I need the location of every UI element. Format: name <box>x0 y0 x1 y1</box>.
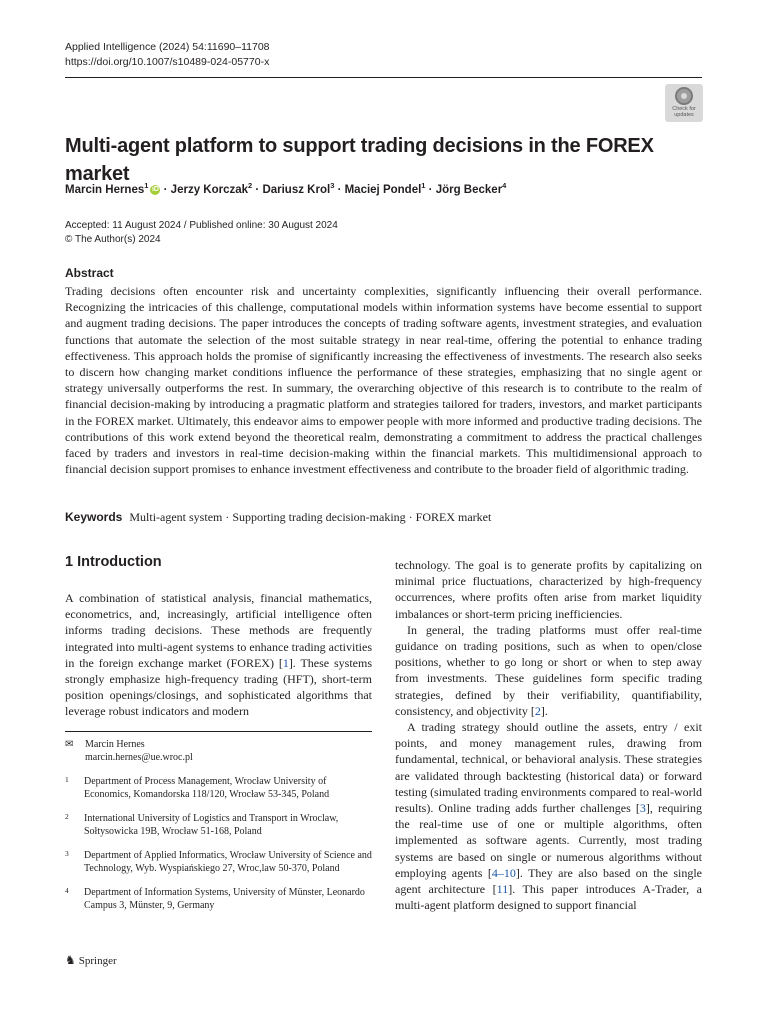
affiliation: 4 Department of Information Systems, University of Münster, Leonardo Campus 3, Münster, 9, Germany <box>65 886 365 911</box>
author-name[interactable]: Dariusz Krol <box>262 183 331 196</box>
section-heading: 1 Introduction <box>65 554 162 570</box>
affiliation: 2 International University of Logistics and Transport in Wroclaw, Sołtysowicka 19B, Wrocław 51-168, Poland <box>65 812 339 837</box>
footnotes <box>65 738 372 912</box>
keywords-text: Multi-agent system · Supporting trading decision-making · FOREX market <box>129 510 492 524</box>
affiliation: 1 Department of Process Management, Wrocław University of Economics, Komandorska 118/120, Wrocław 53-345, Poland <box>65 775 330 800</box>
citation-link[interactable]: 1 <box>282 655 289 670</box>
orcid-icon[interactable]: iD <box>151 185 159 193</box>
citation-link[interactable]: 2 <box>534 703 541 718</box>
check-for-updates-badge[interactable]: Check for updates <box>665 84 703 122</box>
publisher-footer <box>65 953 117 968</box>
header-rule <box>65 77 702 78</box>
author-name[interactable]: Maciej Pondel <box>344 183 422 196</box>
abstract-text: Trading decisions often encounter risk and uncertainty complexities, significantly influencing their overall performance. Recognizing the intricacies of this challenge, computational models within information systems have become essential to support and augment trading decisions. The paper introduces the concepts of trading software agents, investment strategies, and evaluation functions that automate the selection of the most suitable strategy in near real-time, offering the potential to enhance trading effectiveness. This approach holds the promise of significantly increasing the effectiveness of investments. The research also seeks to discern how changing market conditions influence the performance of these strategies, emphasizing that no single agent or strategy universally outperforms the rest. In summary, the overarching objective of this research is to contribute to the realm of financial decision-making by introducing a pragmatic platform and strategies tailored for traders, investors, and market participants in the FOREX market. Ultimately, this endeavor aims to empower people with more informed and productive trading decisions. The contributions of this work extend beyond the theoretical realm, demonstrating a commitment to address the practical challenges faced by traders and investors in real-time decision-making within the financial markets. This multidimensional approach to financial decision support promises to enhance investment effectiveness and contribute to the broader field of algorithmic trading. <box>65 284 702 477</box>
citation-link[interactable]: 4–10 <box>491 865 516 880</box>
publisher-name: Springer <box>78 955 117 967</box>
paragraph: technology. The goal is to generate profits by capitalizing on minimal price fluctuations, characterized by high-frequency occurrences, where profits often arise from market liquidity imbalances or short-term pricing inefficiencies. <box>395 558 702 621</box>
journal-line: Applied Intelligence (2024) 54:11690–11708 <box>65 41 270 53</box>
accepted-published: Accepted: 11 August 2024 / Published online: 30 August 2024 <box>65 220 338 231</box>
publication-dates <box>65 219 338 246</box>
keywords-heading: Keywords <box>65 510 123 524</box>
author-name[interactable]: Jerzy Korczak <box>170 183 249 196</box>
doi-link[interactable]: https://doi.org/10.1007/s10489-024-05770-x <box>65 56 270 68</box>
affiliation: 3 Department of Applied Informatics, Wrocław University of Science and Technology, Wyb. Wyspiańskiego 27, Wroc,law 50-370, Poland <box>65 849 372 874</box>
paragraph: In general, the trading platforms must offer real-time guidance on trading positions, such as when to open/close positions, whether to go long or short or when to step away from investments. These guidelines form specific trading strategies, defined by their verifiability, quantifiability, consistency, and objectivity [2]. <box>395 622 702 718</box>
footnote-rule <box>65 731 372 732</box>
paper-title: Multi-agent platform to support trading decisions in the FOREX market <box>65 135 654 185</box>
contact-name: Marcin Hernes <box>85 739 145 750</box>
abstract-heading: Abstract <box>65 266 114 280</box>
copyright: © The Author(s) 2024 <box>65 233 161 245</box>
journal-citation <box>65 40 270 70</box>
springer-horse-icon: ♞ <box>65 953 76 967</box>
paragraph: A trading strategy should outline the assets, entry / exit points, and money management rules, drawing from fundamental, technical, or behavioral analysis. These strategies are validated through backtesting (historical data) or forward testing (simulated trading environments compared to real-world results). Online trading adds further challenges [3], requiring the real-time use of one or multiple algorithms, often implemented as software agents. Currently, most trading systems are based on single or numerous algorithms without employing agents [4–10]. They are also based on the single agent architecture [11]. This paper introduces A-Trader, a multi-agent platform designed to support financial <box>395 720 703 913</box>
citation-link[interactable]: 11 <box>496 882 509 897</box>
author-name[interactable]: Marcin Hernes <box>65 183 145 196</box>
keywords <box>65 509 702 525</box>
left-column <box>65 590 372 720</box>
contact-email[interactable]: marcin.hernes@ue.wroc.pl <box>85 752 193 763</box>
author-name[interactable]: Jörg Becker <box>435 183 503 196</box>
citation-link[interactable]: 3 <box>639 801 646 816</box>
paragraph: A combination of statistical analysis, financial mathematics, econometrics, and, increasingly, artificial intelligence often informs trading decisions. These methods are frequently integrated into multi-agent systems to enhance trading activities in the foreign exchange market (FOREX) [1]. These systems strongly emphasize high-frequency trading (HFT), short-term position openings/closings, and sophisticated algorithms that leverage robust indicators and modern <box>65 591 372 719</box>
envelope-icon: ✉ <box>65 739 74 750</box>
check-for-updates-icon <box>675 87 693 105</box>
corresponding-author <box>65 738 372 764</box>
author-list: Marcin Hernes$^1$ iD · Jerzy Korczak$^2$ · Dariusz Krol$^3$ · Maciej Pondel$^1$ · Jörg Becker$^4$ <box>65 181 507 196</box>
right-column <box>395 557 702 913</box>
